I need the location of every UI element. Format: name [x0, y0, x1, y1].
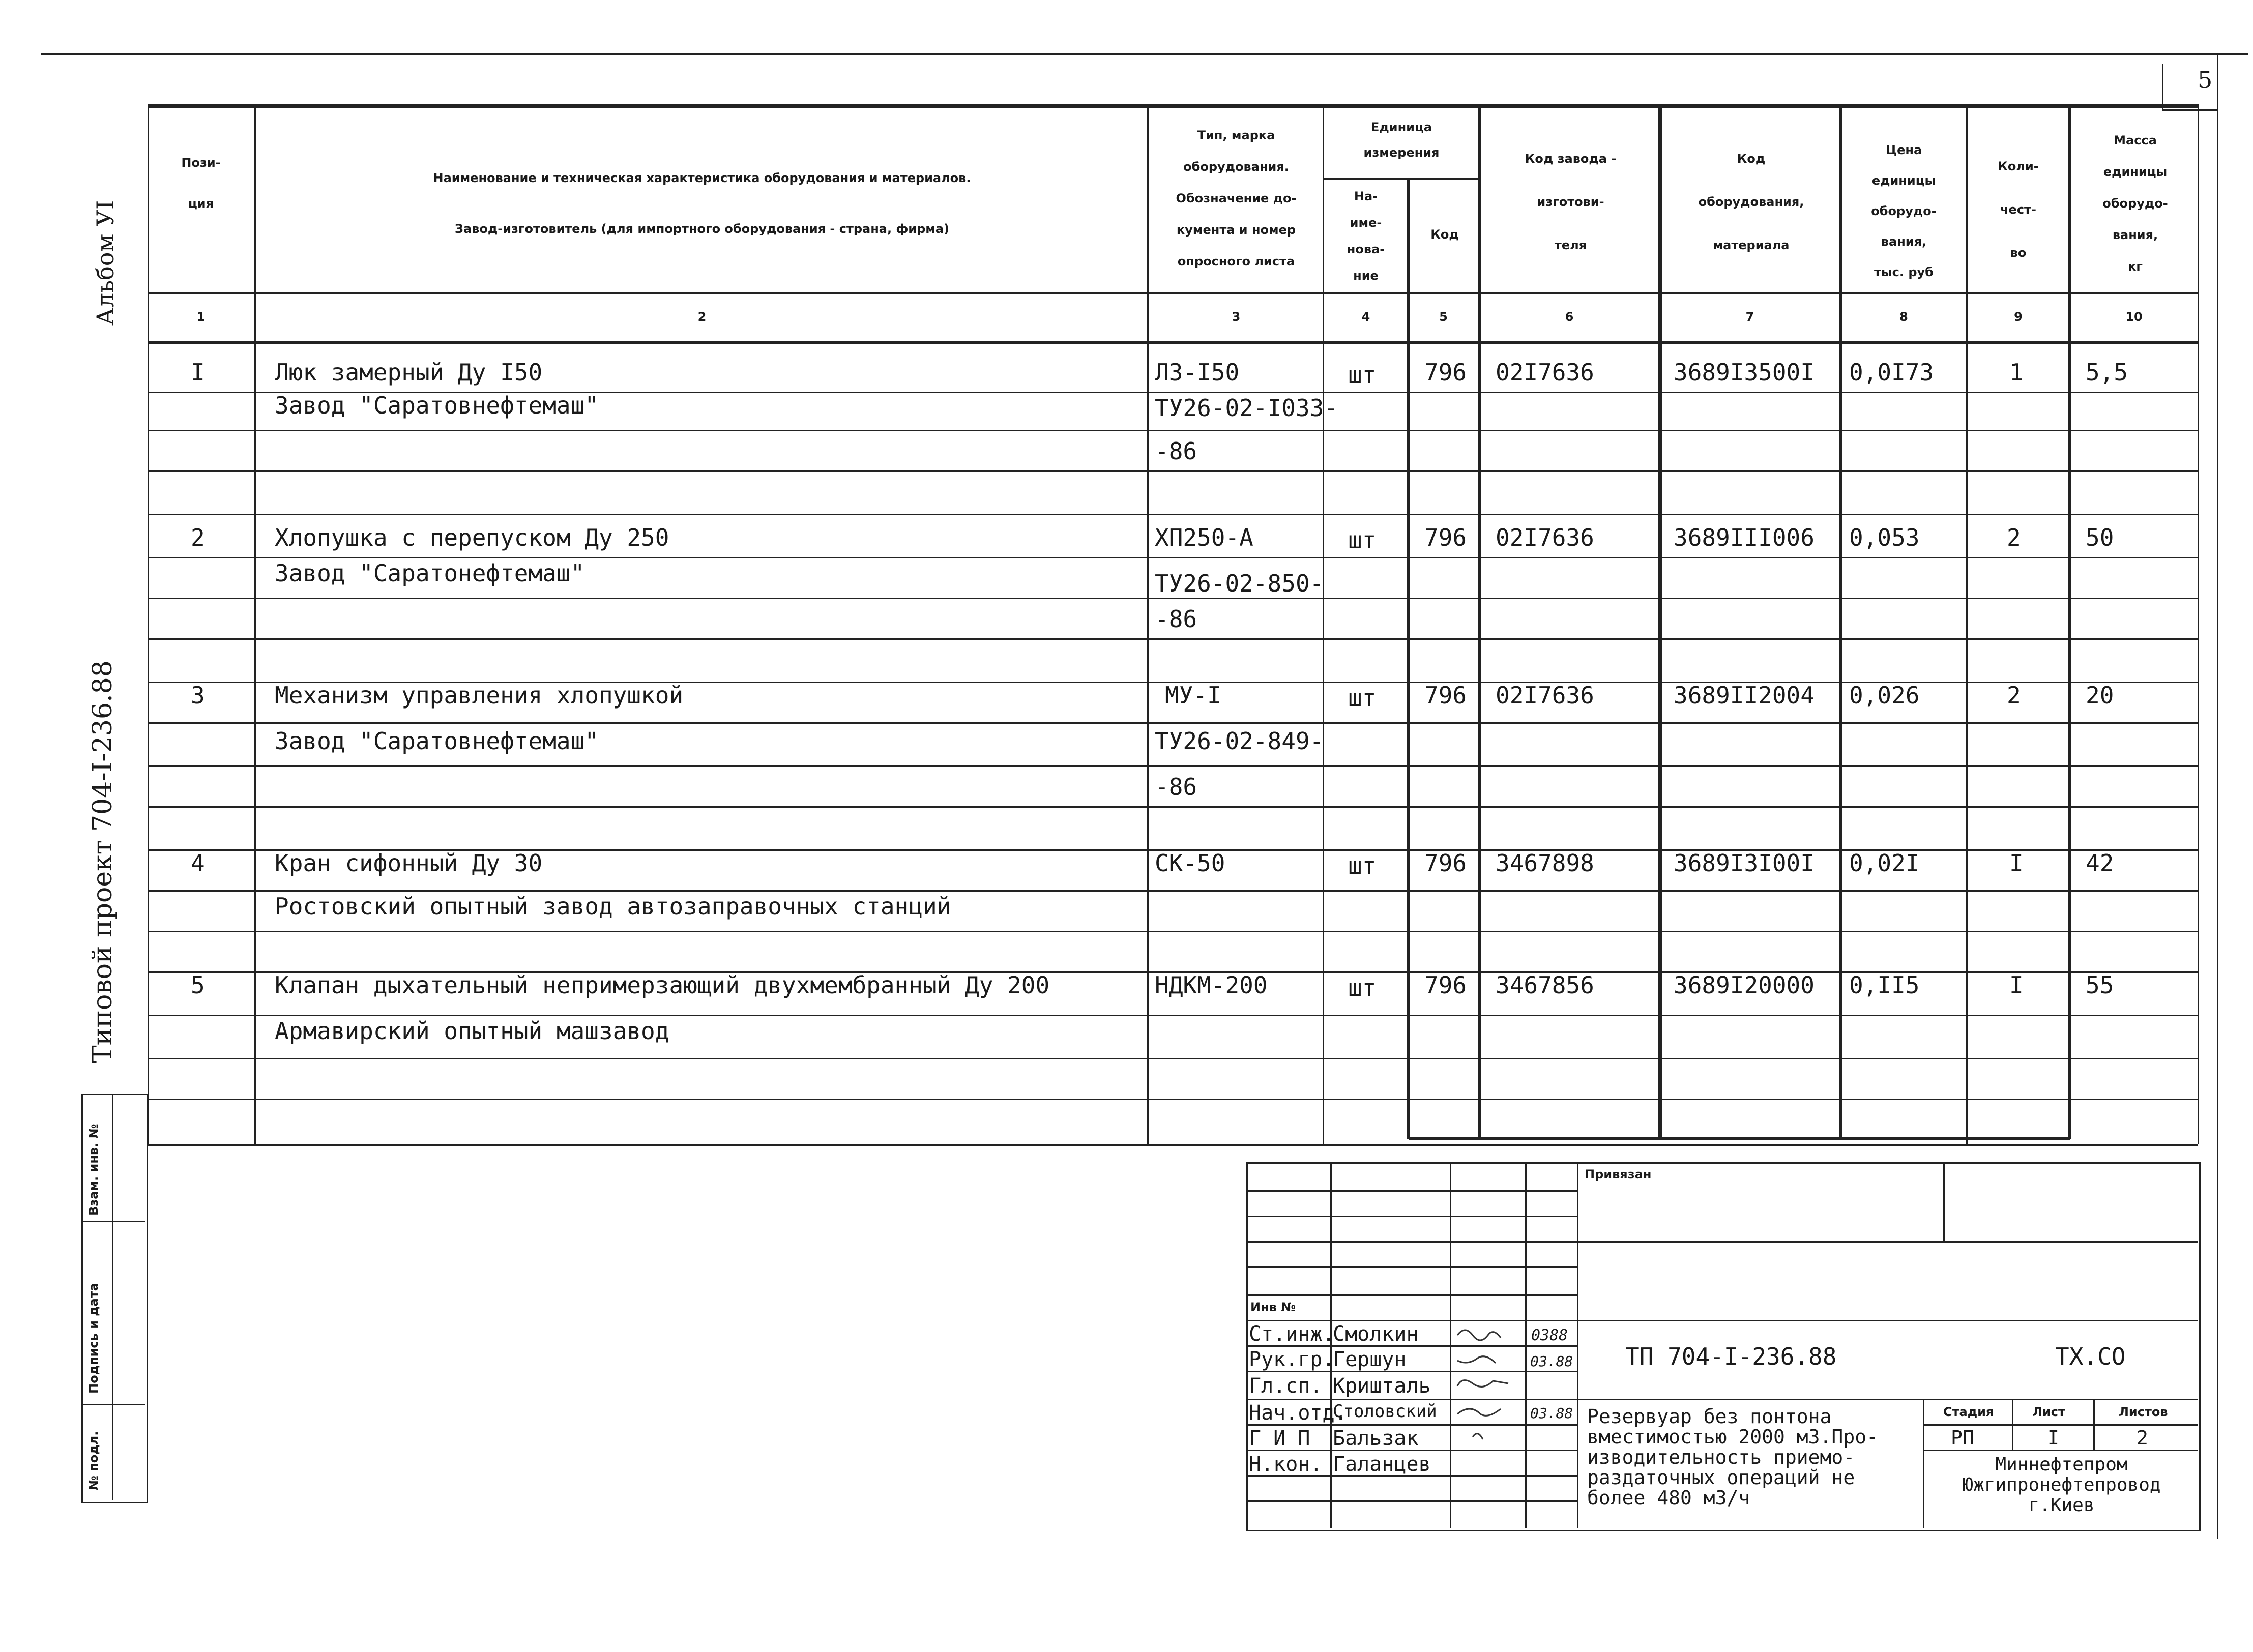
header-col3: Тип, марка оборудования. Обозначение до- кумента и номер опросного листа — [1176, 128, 1297, 269]
row4-equip-code: 3689I3I00I — [1674, 849, 1815, 877]
row1-unit: шт — [1348, 361, 1377, 389]
row1-mass: 5,5 — [2086, 359, 2128, 386]
row-sep — [148, 638, 2198, 640]
col-line — [2198, 104, 2199, 1144]
row1-plant: Завод "Саратовнефтемаш" — [275, 392, 599, 419]
role-5: Г И П — [1249, 1427, 1310, 1450]
page-number: 5 — [2198, 66, 2213, 94]
tb-row-line — [1246, 1320, 1577, 1321]
doc-mark: ТХ.СО — [2055, 1343, 2126, 1370]
row1-doc-1: ТУ26-02-I033- — [1155, 394, 1338, 422]
col-line — [148, 104, 149, 1144]
tb-line — [1923, 1424, 2198, 1426]
attached-label: Привязан — [1585, 1167, 1652, 1182]
tb-line — [1577, 1241, 2198, 1243]
col-line — [1658, 104, 1662, 1139]
row2-plant-code: 02I7636 — [1496, 524, 1594, 551]
row-sep — [148, 890, 2198, 892]
row4-qty: I — [2009, 849, 2024, 877]
signatures — [1452, 1320, 1524, 1452]
row3-name: Механизм управления хлопушкой — [275, 682, 684, 709]
col-number: 3 — [1232, 310, 1241, 324]
tb-row-line — [1246, 1294, 1577, 1296]
row1-qty: 1 — [2009, 359, 2024, 386]
date-1: 0388 — [1531, 1326, 1568, 1344]
row3-doc-2: -86 — [1155, 773, 1197, 801]
row-sep — [148, 1058, 2198, 1059]
tb-line — [1923, 1399, 1924, 1528]
row-sep — [148, 931, 2198, 932]
tb-row-line — [1246, 1500, 1577, 1502]
row2-qty: 2 — [2007, 524, 2021, 551]
name-1: Смолкин — [1333, 1322, 1419, 1346]
row3-unit: шт — [1348, 684, 1377, 712]
row1-code: 796 — [1424, 359, 1467, 386]
table-bottom — [148, 1144, 2198, 1146]
stage-label: Стадия — [1943, 1405, 1994, 1419]
col-number: 7 — [1745, 310, 1754, 324]
role-1: Ст.инж. — [1249, 1322, 1335, 1346]
name-6: Галанцев — [1333, 1453, 1431, 1476]
col-number: 6 — [1565, 310, 1574, 324]
row-sep — [148, 470, 2198, 472]
row4-name: Кран сифонный Ду 30 — [275, 849, 543, 877]
col-number: 5 — [1439, 310, 1448, 324]
row3-type: МУ-I — [1165, 682, 1221, 709]
name-2: Гершун — [1333, 1348, 1407, 1371]
row3-qty: 2 — [2007, 682, 2021, 709]
row5-pos: 5 — [191, 971, 205, 999]
tb-row-line — [1246, 1241, 1577, 1243]
row2-price: 0,053 — [1849, 524, 1920, 551]
table-numbers-bottom — [148, 341, 2198, 344]
tb-line — [2093, 1399, 2095, 1450]
organization: Миннефтепром Южгипронефтепровод г.Киев — [1962, 1454, 2161, 1516]
tb-line — [1577, 1320, 2198, 1321]
col-line — [1147, 104, 1149, 1144]
name-3: Кришталь — [1333, 1374, 1431, 1398]
row1-equip-code: 3689I3500I — [1674, 359, 1815, 386]
row-sep — [148, 806, 2198, 808]
col-line — [1478, 104, 1481, 1139]
tb-line — [1577, 1399, 2198, 1400]
date-2: 03.88 — [1530, 1353, 1573, 1370]
row2-name: Хлопушка с перепуском Ду 250 — [275, 524, 669, 551]
header-col7: Код оборудования, материала — [1698, 152, 1804, 252]
row3-plant-code: 02I7636 — [1496, 682, 1594, 709]
left-stamp-line-2 — [81, 1404, 145, 1405]
row2-code: 796 — [1424, 524, 1467, 551]
tb-row-line — [1246, 1399, 1577, 1400]
table-header-bottom — [148, 292, 2198, 294]
inv-label: Инв № — [1250, 1300, 1296, 1314]
role-6: Н.кон. — [1249, 1453, 1323, 1476]
sheet-label: Лист — [2032, 1405, 2065, 1419]
row5-unit: шт — [1348, 974, 1377, 1001]
header-col2: Наименование и техническая характеристика оборудования и материалов. Завод-изготовитель (для импортного оборудования - страна, фирма) — [433, 171, 971, 236]
header-col10: Масса единицы оборудо- вания, кг — [2102, 133, 2168, 274]
date-4: 03.88 — [1530, 1405, 1573, 1422]
tb-line — [1943, 1162, 1945, 1241]
row1-doc-2: -86 — [1155, 437, 1197, 465]
row5-code: 796 — [1424, 971, 1467, 999]
table-top — [148, 104, 2198, 108]
col-number: 1 — [196, 310, 206, 324]
tb-row-line — [1246, 1190, 1577, 1192]
row1-name: Люк замерный Ду I50 — [275, 359, 543, 386]
row2-doc-2: -86 — [1155, 605, 1197, 633]
tb-col-line — [1577, 1162, 1578, 1528]
row2-mass: 50 — [2086, 524, 2114, 551]
sheet-value: I — [2047, 1427, 2059, 1449]
name-5: Бальзак — [1333, 1427, 1419, 1450]
col-line — [254, 104, 256, 1144]
tb-row-line — [1246, 1266, 1577, 1268]
row4-pos: 4 — [191, 849, 205, 877]
row1-price: 0,0I73 — [1849, 359, 1934, 386]
row4-mass: 42 — [2086, 849, 2114, 877]
tb-line — [1923, 1450, 2198, 1451]
row5-type: НДКМ-200 — [1155, 971, 1268, 999]
row5-mass: 55 — [2086, 971, 2114, 999]
header-unit: Единица измерения — [1363, 120, 1440, 160]
row5-name: Клапан дыхательный непримерзающий двухмембранный Ду 200 — [275, 971, 1050, 999]
row4-type: СК-50 — [1155, 849, 1225, 877]
row2-unit: шт — [1348, 526, 1377, 554]
row5-price: 0,II5 — [1849, 971, 1920, 999]
col-number: 4 — [1361, 310, 1370, 324]
left-stamp-line-1 — [81, 1221, 145, 1222]
page-right-border — [2217, 53, 2218, 1539]
header-col8: Цена единицы оборудо- вания, тыс. руб — [1871, 143, 1937, 279]
tb-row-line — [1246, 1216, 1577, 1217]
row-sep — [148, 514, 2198, 515]
row-sep — [148, 765, 2198, 767]
row4-unit: шт — [1348, 852, 1377, 879]
album-label: Альбом УI — [92, 200, 119, 326]
row4-code: 796 — [1424, 849, 1467, 877]
row5-qty: I — [2009, 971, 2024, 999]
row2-equip-code: 3689III006 — [1674, 524, 1815, 551]
header-col5: Код — [1430, 227, 1459, 242]
row2-plant: Завод "Саратонефтемаш" — [275, 559, 585, 587]
row3-price: 0,026 — [1849, 682, 1920, 709]
unit-header-divider — [1323, 178, 1480, 180]
page-top-border — [41, 53, 2248, 55]
stamp-label-signature: Подпись и дата — [86, 1283, 101, 1394]
row-sep — [148, 598, 2198, 599]
row4-price: 0,02I — [1849, 849, 1920, 877]
body-inner-bottom — [1409, 1137, 2070, 1140]
row4-plant-code: 3467898 — [1496, 849, 1594, 877]
row3-equip-code: 3689II2004 — [1674, 682, 1815, 709]
col-line — [2068, 104, 2071, 1139]
col-number: 8 — [1899, 310, 1908, 324]
header-col6: Код завода - изготови- теля — [1525, 152, 1617, 252]
stage-value: РП — [1951, 1427, 1974, 1449]
sheets-label: Листов — [2119, 1405, 2168, 1419]
header-col9: Коли- чест- во — [1998, 159, 2039, 260]
row2-type: ХП250-А — [1155, 524, 1253, 551]
col-number: 9 — [2014, 310, 2023, 324]
row2-pos: 2 — [191, 524, 205, 551]
row1-type: ЛЗ-I50 — [1155, 359, 1240, 386]
row2-doc-1: ТУ26-02-850- — [1155, 570, 1324, 597]
name-4: Столовский — [1333, 1401, 1437, 1422]
row1-pos: I — [191, 359, 205, 386]
row-sep — [148, 722, 2198, 724]
row-sep — [148, 1099, 2198, 1100]
row4-plant: Ростовский опытный завод автозаправочных станций — [275, 893, 951, 920]
col-line — [1966, 104, 1968, 1144]
sheets-value: 2 — [2137, 1427, 2148, 1449]
tb-line — [2012, 1399, 2013, 1450]
row3-mass: 20 — [2086, 682, 2114, 709]
stamp-label-replace: Взам. инв. № — [86, 1124, 101, 1216]
row5-plant: Армавирский опытный машзавод — [275, 1017, 669, 1045]
row3-code: 796 — [1424, 682, 1467, 709]
role-3: Гл.сп. — [1249, 1374, 1323, 1398]
role-4: Нач.отд. — [1249, 1401, 1347, 1425]
col-line — [1323, 104, 1324, 1144]
row3-pos: 3 — [191, 682, 205, 709]
row1-plant-code: 02I7636 — [1496, 359, 1594, 386]
stamp-label-original: № подл. — [86, 1431, 101, 1490]
header-col4: На- име- нова- ние — [1347, 189, 1385, 283]
col-number: 2 — [697, 310, 707, 324]
col-number: 10 — [2125, 310, 2143, 324]
row-sep — [148, 430, 2198, 431]
row5-plant-code: 3467856 — [1496, 971, 1594, 999]
doc-code: ТП 704-I-236.88 — [1625, 1343, 1837, 1370]
description: Резервуар без понтона вместимостью 2000 м3.Про- изводительность приемо- раздаточных операций не более 480 м3/ч — [1587, 1405, 1878, 1509]
row-sep — [148, 557, 2198, 558]
header-col1: Пози- ция — [181, 156, 221, 211]
project-label: Типовой проект 704-I-236.88 — [87, 660, 118, 1063]
left-stamp-divider — [112, 1094, 113, 1500]
row3-plant: Завод "Саратовнефтемаш" — [275, 727, 599, 755]
row5-equip-code: 3689I20000 — [1674, 971, 1815, 999]
row-sep — [148, 1015, 2198, 1016]
row3-doc-1: ТУ26-02-849- — [1155, 727, 1324, 755]
role-2: Рук.гр. — [1249, 1348, 1335, 1371]
